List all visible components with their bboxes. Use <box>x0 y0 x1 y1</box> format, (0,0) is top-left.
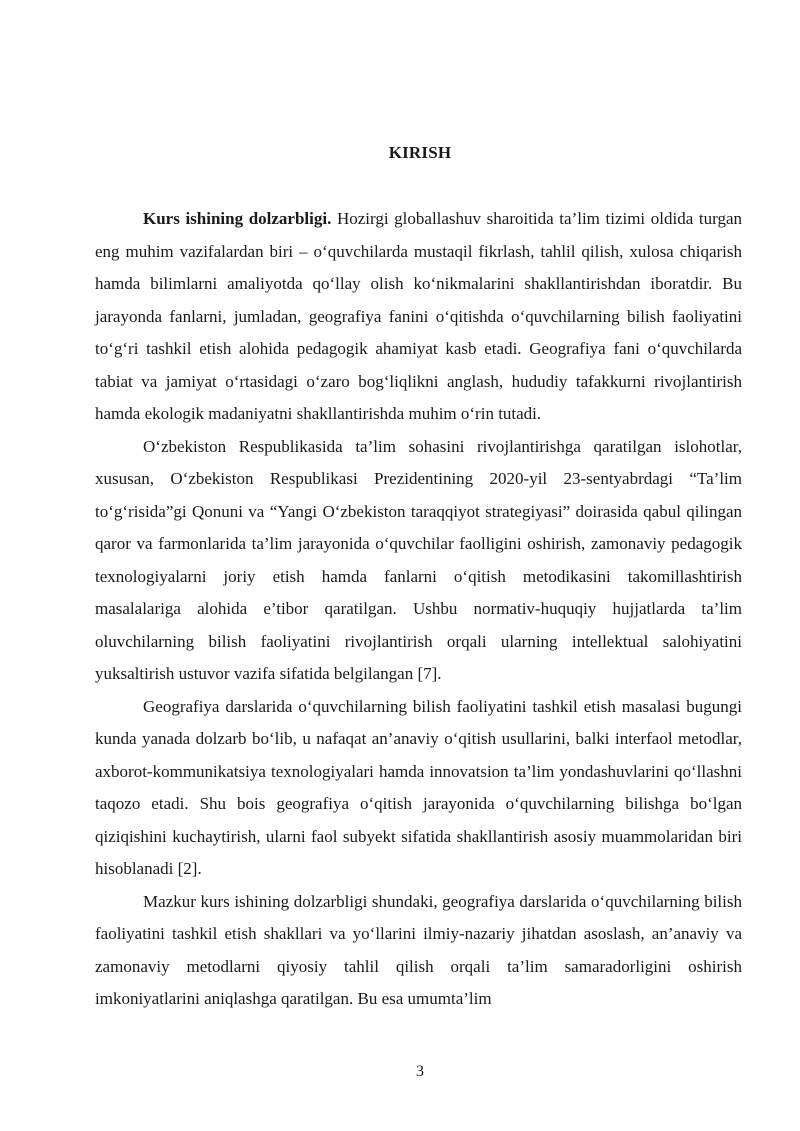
paragraph-text: Hozirgi globallashuv sharoitida ta’lim tizimi oldida turgan eng muhim vazifalardan biri – o‘quvchilarda mustaqil fikrlash, tahlil qilish, xulosa chiqarish hamda bilimlarni amaliyotda qo‘llay olish ko‘nikmalarini shakllantirishdan iboratdir. Bu jarayonda fanlarni, jumladan, geografiya fanini o‘qitishda o‘quvchilarning bilish faoliyatini to‘g‘ri tashkil etish alohida pedagogik ahamiyat kasb etadi. Geografiya fani o‘quvchilarda tabiat va jamiyat o‘rtasidagi o‘zaro bog‘liqlikni anglash, hududiy tafakkurni rivojlantirish hamda ekologik madaniyatni shakllantirishda muhim o‘rin tutadi. <box>95 209 742 423</box>
paragraph-course-relevance: Mazkur kurs ishining dolzarbligi shundaki, geografiya darslarida o‘quvchilarning bilish faoliyatini tashkil etish shakllari va yo‘llarini ilmiy-nazariy jihatdan asoslash, an’anaviy va zamonaviy metodlarni qiyosiy tahlil qilish orqali ta’lim samaradorligini oshirish imkoniyatlarini aniqlashga qaratilgan. Bu esa umumta’lim <box>95 891 742 1008</box>
section-title: KIRISH <box>388 143 452 162</box>
paragraph-relevance <box>95 203 742 431</box>
page-number: 3 <box>416 1063 424 1080</box>
paragraph-geography-lessons: Geografiya darslarida o‘quvchilarning bilish faoliyatini tashkil etish masalasi bugungi kunda yanada dolzarb bo‘lib, u nafaqat an’anaviy o‘qitish usullarini, balki interfaol metodlar, axborot-kommunikatsiya texnologiyalari hamda innovatsion ta’lim yondashuvlarini qo‘llashni taqozo etadi. Shu bois geografiya o‘qitish jarayonida o‘quvchilarning bilishga bo‘lgan qiziqishini kuchaytirish, ularni faol subyekt sifatida shakllantirish asosiy muammolaridan biri hisoblanadi [2]. <box>95 696 742 878</box>
paragraph-lead: Kurs ishining dolzarbligi. <box>143 209 332 228</box>
body-text <box>95 203 742 1016</box>
paragraph-reforms: O‘zbekiston Respublikasida ta’lim sohasini rivojlantirishga qaratilgan islohotlar, xususan, O‘zbekiston Respublikasi Prezidentining 2020-yil 23-sentyabrdagi “Ta’lim to‘g‘risida”gi Qonuni va “Yangi O‘zbekiston taraqqiyot strategiyasi” doirasida qabul qilingan qaror va farmonlarida ta’lim jarayonida o‘quvchilar faolligini oshirish, zamonaviy pedagogik texnologiyalarni joriy etish hamda fanlarni o‘qitish metodikasini takomillashtirish masalalariga alohida e’tibor qaratilgan. Ushbu normativ-huquqiy hujjatlarda ta’lim oluvchilarning bilish faoliyatini rivojlantirish orqali ularning intellektual salohiyatini yuksaltirish ustuvor vazifa sifatida belgilangan [7]. <box>95 436 742 683</box>
